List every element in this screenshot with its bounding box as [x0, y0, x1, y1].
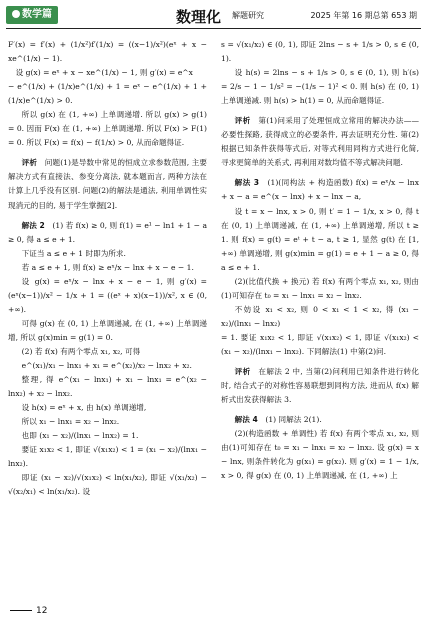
paragraph: [8, 38, 207, 66]
paragraph: [8, 261, 207, 275]
paragraph: [221, 38, 419, 66]
paragraph-keyword: 评析: [21, 158, 38, 168]
paragraph: [8, 415, 207, 429]
paragraph: [221, 365, 419, 407]
paragraph-text: (2)(比值代换 + 换元) 若 f(x) 有两个零点 x₁, x₂, 则由(1)可知存在 t₀ = x₁ − lnx₁ = x₂ − lnx₂.: [221, 276, 419, 300]
footer-rule: [10, 610, 32, 611]
paragraph-text: 整理, 得 e^(x₁ − lnx₁) + x₁ − lnx₁ = e^(x₂ − lnx₂) + x₂ − lnx₂.: [8, 375, 207, 399]
paragraph-keyword: 解法 4: [234, 415, 258, 425]
paragraph: [8, 80, 207, 108]
header-divider: [6, 28, 421, 29]
paragraph: [221, 205, 419, 275]
paragraph-text: 设 h(s) = 2lns − s + 1/s > 0, s ∈ (0, 1), 则 h′(s) = 2/s − 1 − 1/s² = −(1/s − 1)² < 0. 则 h(s) 在 (0, 1) 上单调递减. 则 h(s) > h(1) = 0, 从而命题得证.: [221, 68, 419, 106]
paragraph-text: 问题(1)是导数中常见的恒成立求参数范围, 主要解决方式有直接法、参变分离法, 就本题而言, 两种方法在计算上几乎没有区别. 问题(2)的解法是通法, 利用单调性实现消元的目的, 易于学生掌握[2].: [8, 158, 207, 210]
page-header: [0, 0, 427, 34]
badge-dot-icon: [12, 10, 20, 18]
paragraph: [8, 156, 207, 212]
paragraph-text: 不妨设 x₁ < x₂, 则 0 < x₁ < 1 < x₂, 得 (x₁ − x₂)/(lnx₁ − lnx₂): [221, 304, 419, 328]
paragraph-text: (2)(构造函数 + 单调性) 若 f(x) 有两个零点 x₁, x₂, 则由(1)可知存在 t₀ = x₁ − lnx₁ = x₂ − lnx₂. 设 g(x) = x − lnx, 则条件转化为 g(x₁) = g(x₂). 则 g′(x) = 1 − 1/x, x > 0, 得 g(x) 在 (0, 1) 上单调递减, 在 (1, +∞) 上: [221, 429, 419, 481]
left-column: [8, 38, 207, 500]
page-footer: [10, 606, 47, 616]
paragraph: [221, 331, 419, 359]
paragraph-text: s = √(x₁/x₂) ∈ (0, 1), 即证 2lns − s + 1/s > 0, s ∈ (0, 1).: [221, 40, 419, 64]
paragraph: [8, 373, 207, 401]
paragraph: [221, 427, 419, 483]
paragraph: [8, 429, 207, 443]
paragraph-text: 可得 g(x) 在 (0, 1) 上单调递减, 在 (1, +∞) 上单调递增, 所以 g(x)min = g(1) = 0.: [8, 318, 207, 342]
paragraph-text: = 1. 要证 x₁x₂ < 1, 即证 √(x₁x₂) < 1, 即证 √(x₁x₂) < (x₁ − x₂)/(lnx₁ − lnx₂). 下同解法(1) 中第(2)问.: [221, 332, 419, 356]
paragraph: [8, 108, 207, 150]
paragraph-text: 若 a ≤ e + 1, 则 f(x) ≥ eˣ/x − lnx + x − e − 1.: [21, 262, 194, 272]
paragraph-text: (1)(同构法 + 构造函数) f(x) = eˣ/x − lnx + x − a = e^(x − lnx) + x − lnx − a,: [221, 178, 419, 202]
paragraph-keyword: 评析: [234, 367, 251, 377]
paragraph-keyword: 解法 2: [21, 220, 45, 230]
paragraph-keyword: 评析: [234, 116, 251, 126]
paragraph: [8, 219, 207, 247]
paragraph: [221, 66, 419, 108]
section-subtitle: 解题研究: [232, 11, 264, 20]
paragraph-text: 所以 g(x) 在 (1, +∞) 上单调递增. 所以 g(x) > g(1) = 0. 因而 F(x) 在 (1, +∞) 上单调递增. 所以 F(x) > F(1) = 0. 所以 F(x) = f(x) − f(1/x) > 0, 从而命题得证.: [8, 110, 207, 148]
paragraph-text: (1) 若 f(x) ≥ 0, 则 f(1) = e¹ − ln1 + 1 − a ≥ 0, 得 a ≤ e + 1.: [8, 220, 207, 244]
paragraph: [8, 275, 207, 317]
paragraph: [8, 317, 207, 345]
paragraph-text: 在解法 2 中, 当第(2)问利用已知条件进行转化时, 结合式子的对称性容易联想到同构方法, 进而从 f(x) 解析式出发获得解法 3.: [221, 367, 420, 405]
paragraph-text: 所以 x₁ − lnx₁ = x₂ − lnx₂.: [21, 417, 120, 427]
paragraph-text: 设 t = x − lnx, x > 0, 则 t′ = 1 − 1/x, x > 0, 得 t 在 (0, 1) 上单调递减, 在 (1, +∞) 上单调递增, 所以 t ≥ 1. 则 f(x) = g(t) = eᵗ + t − a, t ≥ 1, 显然 g(t) 在 [1, +∞) 单调递增, 则 g(x)min = g(1) = e + 1 − a ≥ 0, 得 a ≤ e + 1.: [221, 206, 419, 272]
paragraph-text: 要证 x₁x₂ < 1, 即证 √(x₁x₂) < 1 = (x₁ − x₂)/(lnx₁ − lnx₂).: [8, 445, 207, 469]
paragraph-text: (2) 若 f(x) 有两个零点 x₁, x₂, 可得: [21, 346, 141, 356]
issue-number: 2025 年第 16 期总第 653 期: [310, 11, 417, 20]
paragraph-text: 设 h(x) = eˣ + x, 由 h(x) 单调递增,: [21, 403, 147, 413]
paragraph-text: e^(x₁)/x₁ − lnx₁ + x₁ = e^(x₂)/x₂ − lnx₂ + x₂.: [21, 361, 192, 371]
paragraph-text: 设 g(x) = eˣ + x − xe^(1/x) − 1, 则 g′(x) = e^x: [8, 68, 193, 78]
paragraph-text: F′(x) = f′(x) + (1/x²)f′(1/x) = ((x−1)/x²)(eˣ + x − xe^(1/x) − 1).: [8, 40, 207, 64]
right-column: [221, 38, 419, 483]
section-badge: [6, 6, 58, 24]
paragraph: [221, 275, 419, 303]
paragraph: [221, 413, 419, 427]
paragraph: [8, 359, 207, 373]
section-badge-label: 数学篇: [22, 9, 52, 20]
paragraph-text: (1) 同解法 2(1).: [257, 415, 322, 425]
paragraph: [8, 471, 207, 499]
paragraph: [221, 176, 419, 204]
page-number: 12: [36, 606, 48, 616]
paragraph-text: 即证 (x₁ − x₂)/√(x₁x₂) < ln(x₁/x₂), 即证 √(x₁/x₂) − √(x₂/x₁) < ln(x₁/x₂). 设: [8, 473, 207, 497]
paragraph-keyword: 解法 3: [234, 178, 260, 188]
paragraph: [8, 345, 207, 359]
paragraph-text: 下证当 a ≤ e + 1 时即为所求.: [21, 248, 126, 258]
paragraph: [8, 401, 207, 415]
journal-title: 数理化: [176, 8, 222, 26]
paragraph: [8, 247, 207, 261]
paragraph-text: 第(1)问采用了处理恒成立常用的解决办法——必要性探路, 获得成立的必要条件, 再去证明充分性. 第(2)根据已知条件获得等式后, 对等式利用同构方式进行化简, 寻求更简单的关系式, 再利用对数均值不等式解决问题.: [221, 116, 419, 168]
paragraph: [221, 303, 419, 331]
paragraph: [8, 443, 207, 471]
paragraph: [221, 114, 419, 170]
paragraph-text: − e^(1/x) + (1/x)e^(1/x) + 1 = eˣ − e^(1/x) + 1 + (1/x)e^(1/x) > 0.: [8, 82, 207, 106]
paragraph-text: 设 g(x) = eˣ/x − lnx + x − e − 1, 则 g′(x) = (eˣ(x−1))/x² − 1/x + 1 = ((eˣ + x)(x−1))/x², x ∈ (0, +∞).: [8, 276, 207, 314]
paragraph: [8, 66, 207, 80]
paragraph-text: 也即 (x₁ − x₂)/(lnx₁ − lnx₂) = 1.: [21, 431, 139, 441]
